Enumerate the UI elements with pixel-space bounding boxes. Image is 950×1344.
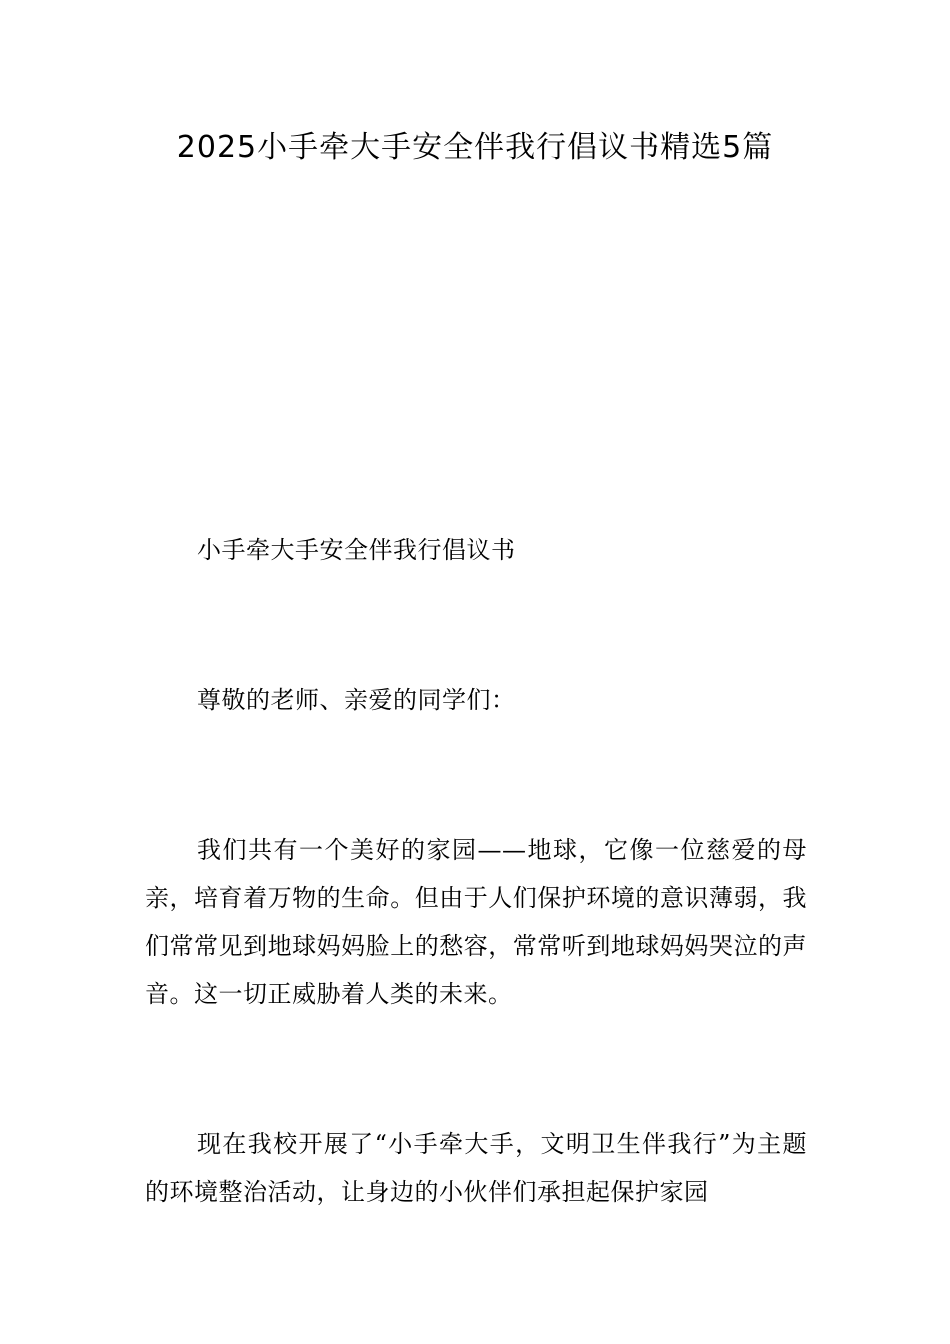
paragraph: 我们共有一个美好的家园——地球，它像一位慈爱的母亲，培育着万物的生命。但由于人们保护环境的意识薄弱，我们常常见到地球妈妈脸上的愁容，常常听到地球妈妈哭泣的声音。这一切正威胁着人类的未来。 [145, 836, 807, 1008]
paragraph: 现在我校开展了“小手牵大手，文明卫生伴我行”为主题的环境整治活动，让身边的小伙伴们承担起保护家园 [145, 1130, 807, 1206]
document-title: 2025小手牵大手安全伴我行倡议书精选5篇 [176, 130, 774, 165]
salutation: 尊敬的老师、亲爱的同学们： [197, 686, 516, 714]
section-heading: 小手牵大手安全伴我行倡议书 [197, 536, 516, 564]
